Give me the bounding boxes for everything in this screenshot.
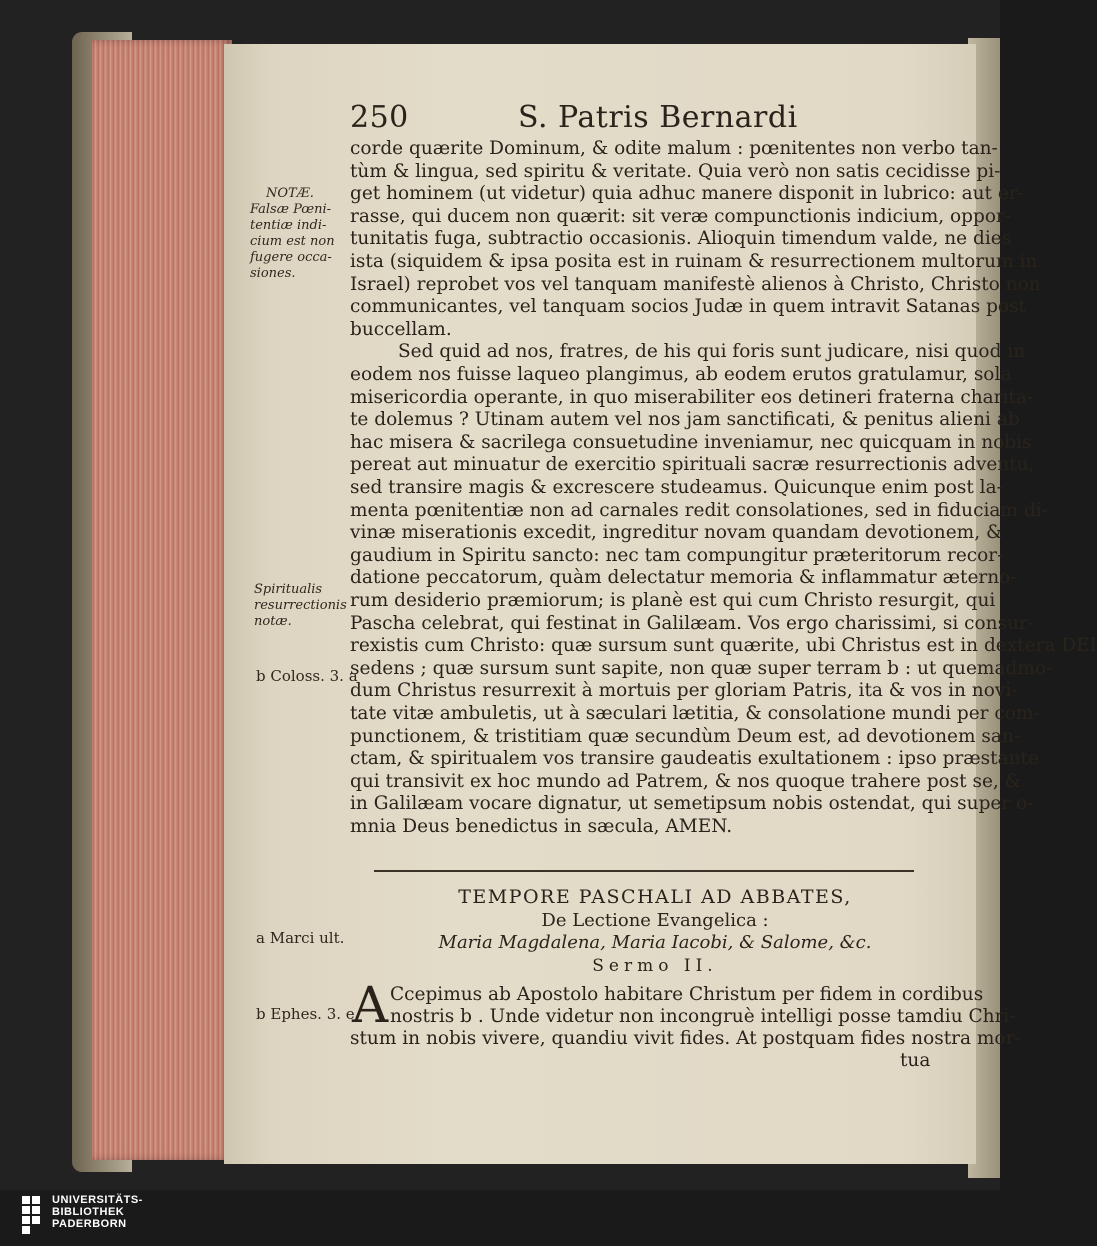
section-heading: TEMPORE PASCHALI AD ABBATES, xyxy=(458,886,852,908)
text-line: Israel) reprobet vos vel tanquam manifestè alienos à Christo, Christo non xyxy=(350,273,1041,295)
margin-note-line: fugere occa- xyxy=(250,250,332,265)
text-line: ista (siquidem & ipsa posita est in ruinam & resurrectionem multorum in xyxy=(350,251,1038,272)
drop-capital: A xyxy=(352,976,389,1034)
text-line: tunitatis fuga, subtractio occasionis. Alioquin timendum valde, ne dies xyxy=(350,228,1012,250)
library-logo-icon xyxy=(22,1196,42,1232)
margin-ref-marci: a Marci ult. xyxy=(256,929,345,947)
margin-note-line: siones. xyxy=(250,266,296,281)
text-line: gaudium in Spiritu sancto: nec tam compungitur præteritorum recor- xyxy=(350,544,1004,566)
text-line: dum Christus resurrexit à mortuis per gloriam Patris, ita & vos in novi- xyxy=(350,680,1018,702)
running-header xyxy=(350,100,960,140)
text-line: Pascha celebrat, qui festinat in Galilæam. Vos ergo charissimi, si consur- xyxy=(350,612,1035,634)
text-line: eodem nos fuisse laqueo plangimus, ab eodem erutos gratulamur, sola xyxy=(350,364,1012,385)
page-edges xyxy=(92,40,232,1160)
page-number: 250 xyxy=(350,100,409,135)
logo-line: PADERBORN xyxy=(52,1218,127,1230)
text-line: qui transivit ex hoc mundo ad Patrem, & nos quoque trahere post se, & xyxy=(350,770,1022,792)
text-line: in Galilæam vocare dignatur, ut semetipsum nobis ostendat, qui super o- xyxy=(350,793,1034,815)
text-line: tate vitæ ambuletis, ut à sæculari lætitia, & consolatione mundi per com- xyxy=(350,703,1040,724)
library-logo-text xyxy=(52,1194,143,1230)
margin-note-line: Spiritualis xyxy=(254,582,323,597)
margin-note-line: notæ. xyxy=(254,614,292,629)
logo-line: BIBLIOTHEK xyxy=(52,1206,125,1218)
text-line: te dolemus ? Utinam autem vel nos jam sanctificati, & penitus alieni ab xyxy=(350,409,1020,431)
text-line: corde quærite Dominum, & odite malum : pœnitentes non verbo tan- xyxy=(350,138,998,159)
section-quote: Maria Magdalena, Maria Iacobi, & Salome, &c. xyxy=(438,932,872,953)
margin-note-line: cium est non xyxy=(250,234,335,249)
text-line: sed transire magis & excrescere studeamus. Quicunque enim post la- xyxy=(350,477,1003,498)
text-line: menta pœnitentiæ non ad carnales redit consolationes, sed in fiduciam di- xyxy=(350,499,1048,521)
text-line: rexistis cum Christo: quæ sursum sunt quærite, ubi Christus est in dextera DEI xyxy=(350,635,1097,657)
sermon-label: Sermo II. xyxy=(592,956,718,976)
catchword: tua xyxy=(900,1050,931,1071)
library-footer xyxy=(0,1190,1000,1246)
section-subheading: De Lectione Evangelica : xyxy=(541,910,769,931)
text-line: communicantes, vel tanquam socios Judæ in quem intravit Satanas post xyxy=(350,296,1026,318)
text-line: buccellam. xyxy=(350,318,452,340)
text-line: misericordia operante, in quo miserabiliter eos detineri fraterna charita- xyxy=(350,386,1034,408)
margin-note-text xyxy=(250,202,335,282)
sermon-line: Ccepimus ab Apostolo habitare Christum per fidem in cordibus xyxy=(390,984,984,1005)
text-line: punctionem, & tristitiam quæ secundùm Deum est, ad devotionem san- xyxy=(350,725,1021,747)
margin-note-spiritualis xyxy=(254,582,347,630)
text-line: mnia Deus benedictus in sæcula, AMEN. xyxy=(350,816,733,837)
margin-note-label: NOTÆ. xyxy=(266,186,314,201)
margin-note-line: Falsæ Pœni- xyxy=(250,202,332,217)
text-line: get hominem (ut videtur) quia adhuc manere disponit in lubrico: aut er- xyxy=(350,183,1024,205)
text-line: rum desiderio præmiorum; is planè est qui cum Christo resurgit, qui xyxy=(350,590,996,611)
text-line: tùm & lingua, sed spiritu & veritate. Quia verò non satis cecidisse pi- xyxy=(350,160,1001,182)
text-line: Sed quid ad nos, fratres, de his qui foris sunt judicare, nisi quod in xyxy=(398,341,1026,363)
text-line: vinæ miserationis excedit, ingreditur novam quandam devotionem, & xyxy=(350,522,1003,544)
margin-note-line: tentiæ indi- xyxy=(250,218,327,233)
margin-note-line: resurrectionis xyxy=(254,598,347,613)
text-line: datione peccatorum, quàm delectatur memoria & inflammatur æterno- xyxy=(350,567,1017,589)
text-line: hac misera & sacrilega consuetudine inveniamur, nec quicquam in nobis xyxy=(350,431,1032,453)
text-line: pereat aut minuatur de exercitio spirituali sacræ resurrectionis adventu, xyxy=(350,454,1035,476)
sermon-line: nostris b . Unde videtur non incongruè intelligi posse tamdiu Chri- xyxy=(390,1006,1016,1027)
text-line: sedens ; quæ sursum sunt sapite, non quæ super terram b : ut quemadmo- xyxy=(350,657,1053,679)
margin-ref-coloss: b Coloss. 3. a xyxy=(256,667,358,685)
running-title: S. Patris Bernardi xyxy=(518,100,798,135)
logo-line: UNIVERSITÄTS- xyxy=(52,1194,143,1206)
text-line: ctam, & spiritualem vos transire gaudeatis exultationem : ipso præstante xyxy=(350,748,1039,770)
sermon-line: stum in nobis vivere, quandiu vivit fides. At postquam fides nostra mor- xyxy=(350,1028,1021,1049)
section-divider xyxy=(374,870,914,872)
text-line: rasse, qui ducem non quærit: sit veræ compunctionis indicium, oppor- xyxy=(350,205,1012,227)
margin-ref-ephes: b Ephes. 3. e xyxy=(256,1005,355,1023)
